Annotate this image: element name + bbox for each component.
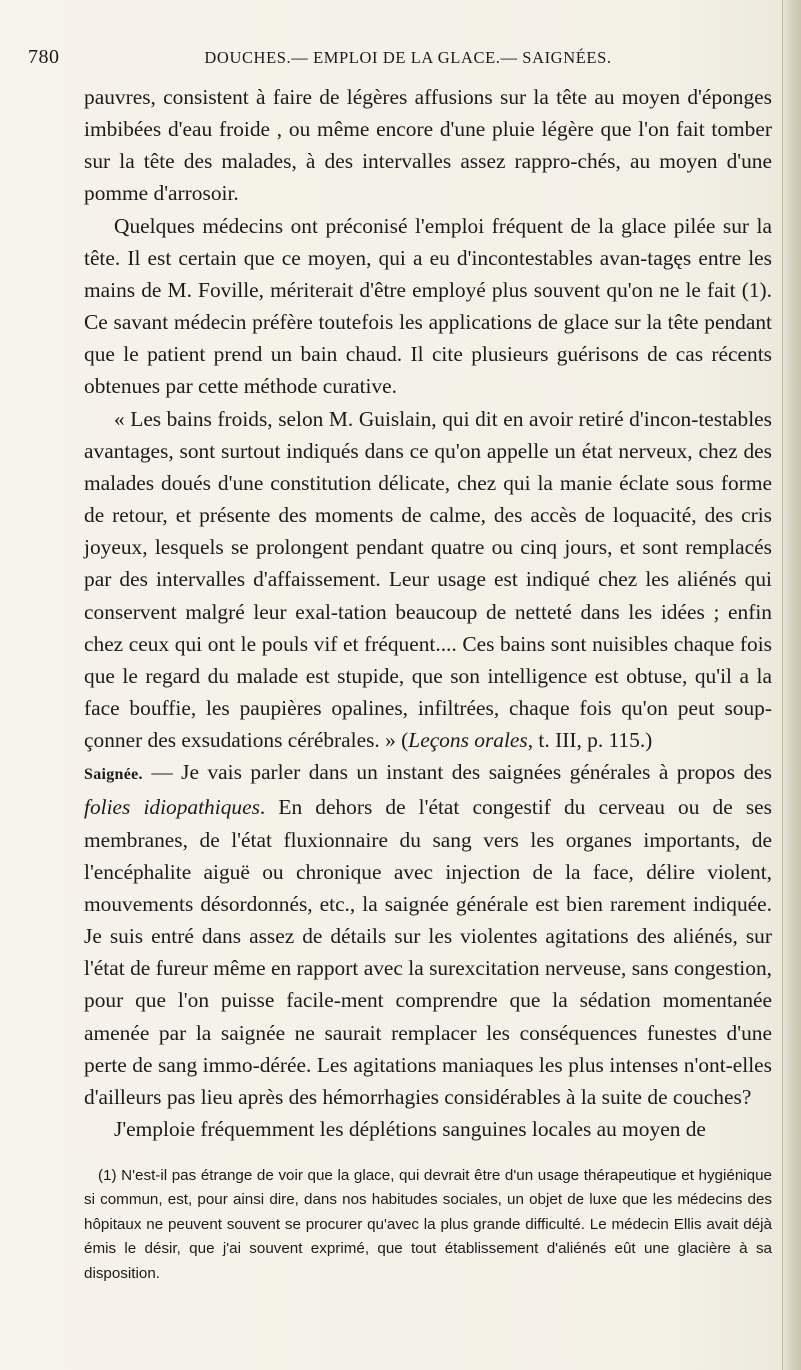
paragraph-depletions: J'emploie fréquemment les déplétions sanguines locales au moyen de bbox=[114, 1117, 706, 1141]
section-sidehead: Saignée. bbox=[84, 766, 143, 784]
quote-text: « Les bains froids, selon M. Guislain, qui dit en avoir retiré d'incon-testables avantages, sont surtout indiqués dans ce qu'on appelle un état nerveux, chez des malades doués d'une constitution délicate, chez qui la manie éclate sous forme de retour, et présente des moments de calme, des accès de loquacité, des cris joyeux, lesquels se prolongent pendant quatre ou cinq jours, et sont remplacés par des intervalles d'affaissement. Leur usage est indiqué chez les aliénés qui conservent malgré leur exal-tation beaucoup de netteté dans les idées ; enfin chez ceux qui ont le pouls vif et fréquent.... Ces bains sont nuisibles chaque fois que le regard du malade est stupide, que son intelligence est obtuse, qu'il a la face bouffie, les paupières opalines, infiltrées, chaque fois qu'on peut soup-çonner des exsudations cérébrales. » ( bbox=[84, 406, 772, 753]
page-number: 780 bbox=[28, 46, 60, 68]
citation-ref: , t. III, p. 115.) bbox=[527, 728, 653, 753]
footnote bbox=[84, 1164, 772, 1286]
paragraph-continued: pauvres, consistent à faire de légères affusions sur la tête au moyen d'éponges imbibées d'eau froide , ou même encore d'une pluie légère que l'on fait tomber sur la tête des malades, à des intervalles assez rappro-chés, au moyen d'une pomme d'arrosoir. bbox=[84, 85, 772, 206]
saignee-text-a: — Je vais parler dans un instant des saignées générales à propos des bbox=[142, 760, 772, 785]
paragraph-glace: Quelques médecins ont préconisé l'emploi fréquent de la glace pilée sur la tête. Il est certain que ce moyen, qui a eu d'incontestables avan-tagęs entre les mains de M. Foville, mériterait d'être employé plus souvent qu'on ne le fait (1). Ce savant médecin préfère toutefois les applications de glace sur la tête pendant que le patient prend un bain chaud. Il cite plusieurs guérisons de cas récents obtenues par cette méthode curative. bbox=[84, 213, 772, 399]
saignee-italic: folies idiopathiques bbox=[84, 795, 260, 820]
page-header bbox=[28, 46, 768, 72]
running-head: DOUCHES.— EMPLOI DE LA GLACE.— SAIGNÉES. bbox=[204, 48, 612, 67]
paragraph-bains-froids bbox=[84, 403, 772, 757]
paragraph-saignee bbox=[84, 756, 772, 1113]
page-edge bbox=[782, 0, 801, 1370]
citation-title: Leçons orales bbox=[408, 728, 528, 753]
main-text bbox=[84, 81, 772, 1145]
footnote-text: (1) N'est-il pas étrange de voir que la glace, qui devrait être d'un usage thérapeutique et hygiénique si commun, est, pour ainsi dire, dans nos habitudes sociales, un objet de luxe que les médecins des hôpitaux ne peuvent souvent se procurer qu'avec la plus grande difficulté. Le médecin Ellis avait déjà émis le désir, que j'ai souvent exprimé, que tout établissement d'aliénés eût une glacière à sa disposition. bbox=[84, 1167, 772, 1282]
saignee-text-b: . En dehors de l'état congestif du cerveau ou de ses membranes, de l'état fluxionnaire du sang vers les organes importants, de l'encéphalite aiguë ou chronique avec injection de la face, délire violent, mouvements désordonnés, etc., la saignée générale est bien rarement indiquée. Je suis entré dans assez de détails sur les violentes agitations des aliénés, sur l'état de fureur même en rapport avec la surexcitation nerveuse, sans congestion, pour que l'on puisse facile-ment comprendre que la sédation momentanée amenée par la saignée ne saurait remplacer les conséquences funestes d'une perte de sang immo-dérée. Les agitations maniaques les plus intenses n'ont-elles d'ailleurs pas lieu après des hémorrhagies considérables à la suite de couches? bbox=[84, 795, 772, 1109]
